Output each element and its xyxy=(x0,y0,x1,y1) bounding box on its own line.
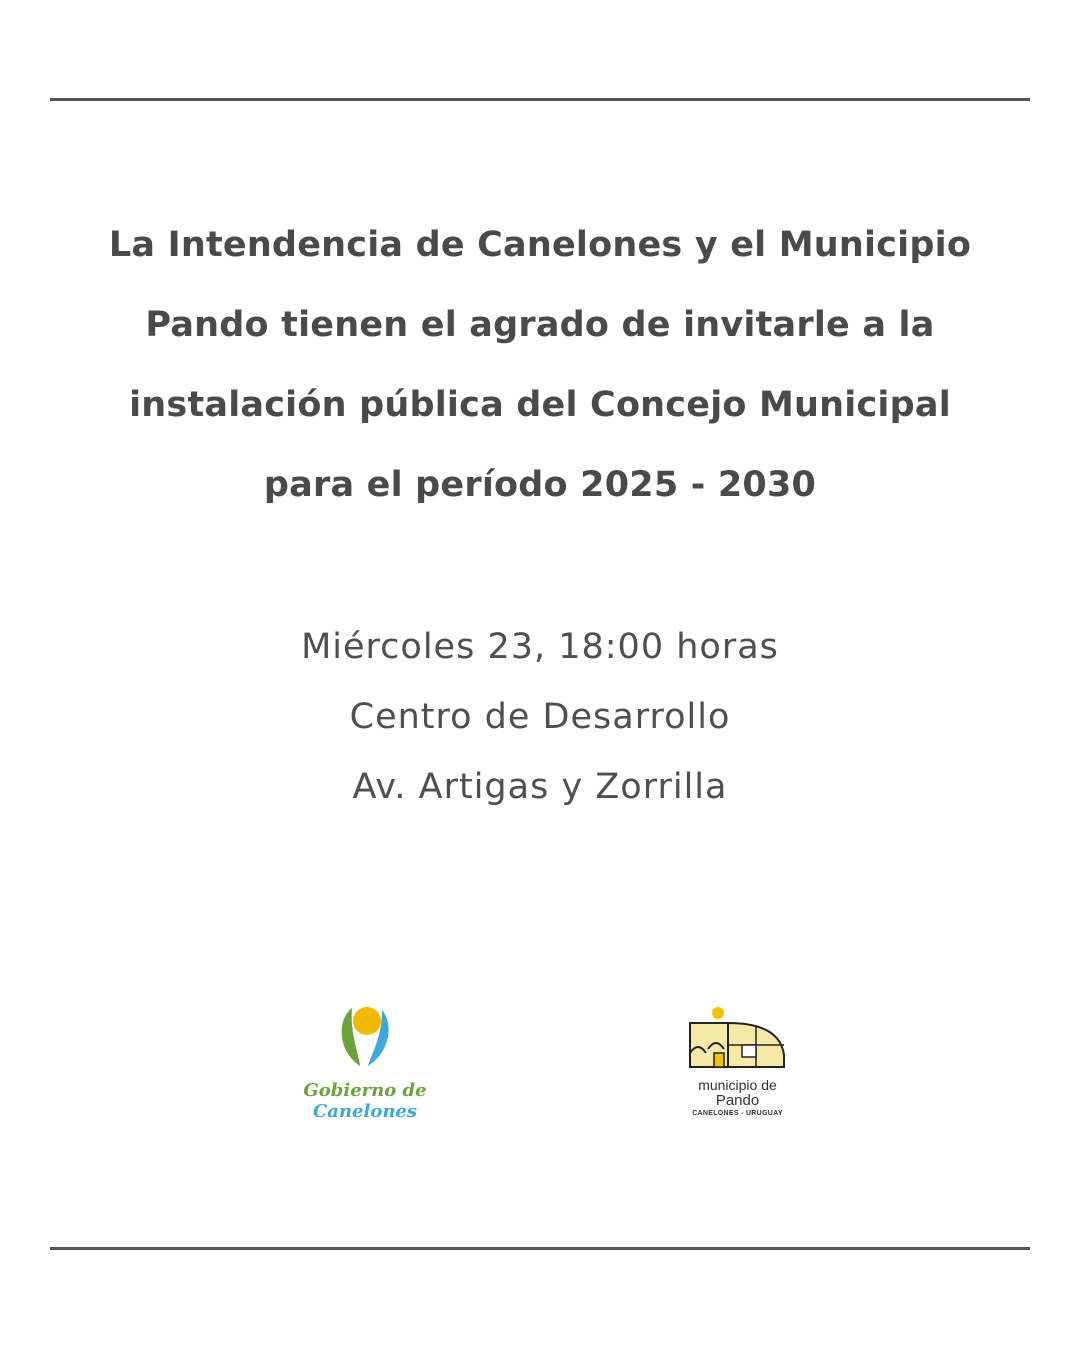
canelones-wordmark-line2: Canelones xyxy=(312,1101,418,1122)
canelones-wordmark-line1: Gobierno de xyxy=(303,1080,427,1101)
event-details xyxy=(60,612,1020,822)
event-date-time: Miércoles 23, 18:00 horas xyxy=(301,627,779,667)
invitation-line: instalación pública del Concejo Municipal xyxy=(129,385,951,425)
pando-wordmark xyxy=(680,1077,795,1119)
canelones-emblem-icon xyxy=(330,1000,400,1070)
gobierno-de-canelones-logo xyxy=(300,1000,430,1130)
canelones-wordmark xyxy=(300,1080,430,1122)
pando-wordmark-line2: Pando xyxy=(715,1092,760,1109)
invitation-line: Pando tienen el agrado de invitarle a la xyxy=(145,305,935,345)
top-divider xyxy=(50,98,1030,101)
invitation-text xyxy=(60,205,1020,525)
event-address: Av. Artigas y Zorrilla xyxy=(352,767,728,807)
municipio-de-pando-logo xyxy=(680,1005,800,1135)
pando-wordmark-line3: CANELONES - URUGUAY xyxy=(692,1110,783,1117)
sun-icon xyxy=(353,1007,381,1035)
pando-sun-icon xyxy=(712,1007,724,1019)
pando-emblem-icon xyxy=(680,1005,790,1070)
pando-wordmark-line1: municipio de xyxy=(698,1077,777,1093)
invitation-line: La Intendencia de Canelones y el Municipio xyxy=(108,225,972,265)
event-venue: Centro de Desarrollo xyxy=(349,697,731,737)
bottom-divider xyxy=(50,1247,1030,1250)
invitation-line: para el período 2025 - 2030 xyxy=(263,465,817,505)
